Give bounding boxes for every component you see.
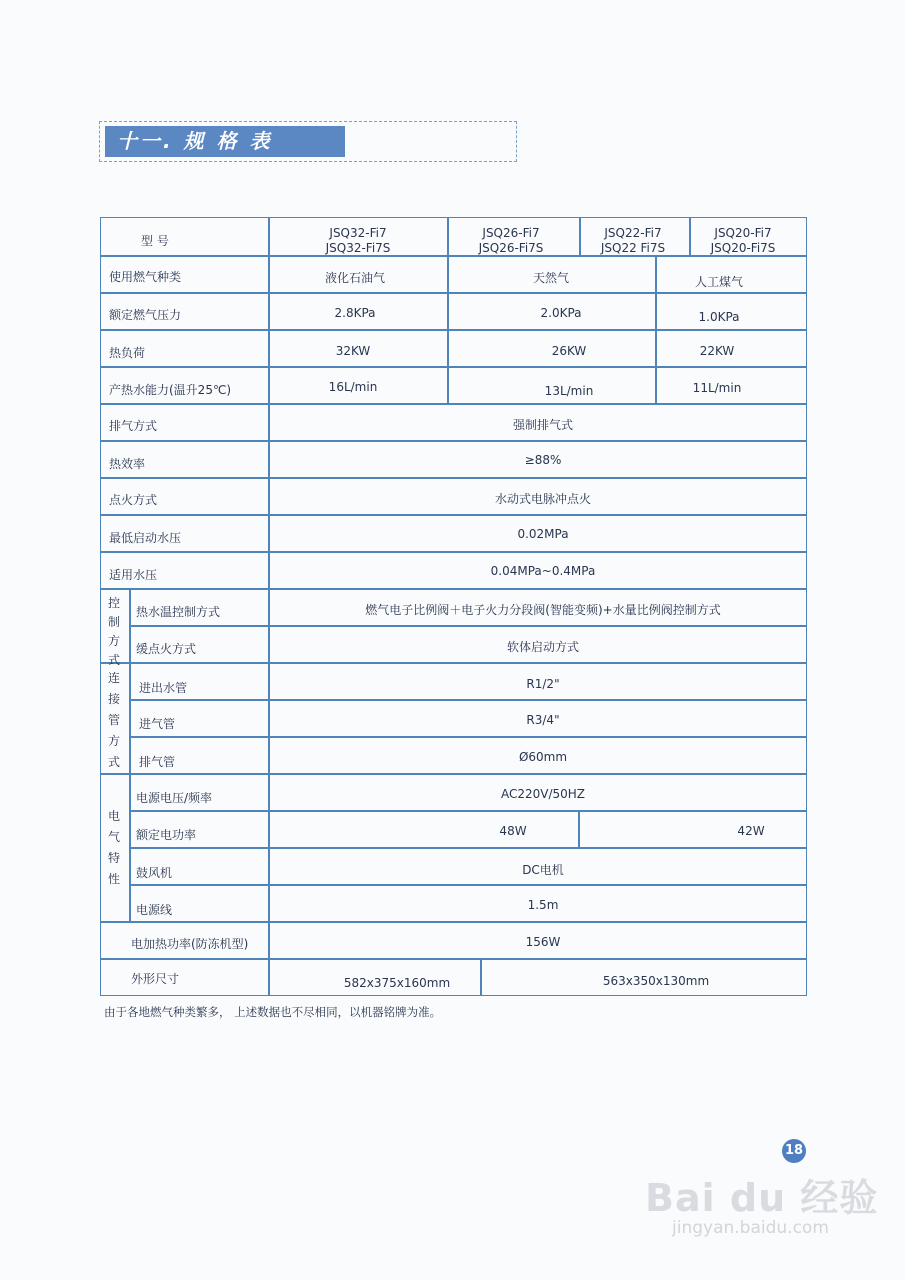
min-pressure-label: 最低启动水压 [109,531,182,545]
hot-water-22: 11L/min [692,381,742,395]
efficiency-label: 热效率 [109,457,146,471]
rated-power-label: 额定电功率 [136,828,197,842]
voltage-label: 电源电压/频率 [136,791,213,805]
watermark-logo: Bai du 经验 [645,1176,879,1220]
gas-type-town: 人工煤气 [694,275,744,289]
use-pressure-label: 适用水压 [109,568,158,582]
cable-label: 电源线 [136,903,173,917]
heating-power-value: 156W [525,935,561,949]
water-pipe-label: 进出水管 [139,681,188,695]
exhaust-label: 排气方式 [109,419,158,433]
use-pressure-value: 0.04MPa~0.4MPa [490,564,596,578]
gas-pipe-value: R3/4" [526,713,560,727]
dimensions-label: 外形尺寸 [131,972,180,986]
heat-load-label: 热负荷 [109,346,146,360]
gas-pressure-label: 额定燃气压力 [109,308,182,322]
dimensions-small: 563x350x130mm [602,974,710,988]
slow-ignition-value: 软体启动方式 [506,640,580,654]
watermark-url: jingyan.baidu.com [672,1218,829,1238]
heat-load-22: 22KW [699,344,735,358]
rated-power-42w: 42W [737,824,765,838]
min-pressure-value: 0.02MPa [517,527,569,541]
model-jsq26: JSQ26-Fi7 JSQ26-Fi7S [478,226,544,255]
dimensions-large: 582x375x160mm [343,976,451,990]
voltage-value: AC220V/50HZ [500,787,586,801]
connection-group-label: 连 接 管 方 式 [107,671,120,769]
exhaust-pipe-value: Ø60mm [518,750,568,764]
gas-pressure-lpg: 2.8KPa [334,306,376,320]
model-jsq20: JSQ20-Fi7 JSQ20-Fi7S [710,226,776,255]
gas-type-label: 使用燃气种类 [109,270,182,284]
efficiency-value: ≥88% [524,453,562,467]
heat-load-26: 26KW [551,344,587,358]
section-title-box [99,121,517,162]
gas-pressure-town: 1.0KPa [698,310,740,324]
model-header-label: 型 号 [141,234,169,248]
temp-control-value: 燃气电子比例阀＋电子火力分段阀(智能变频)+水量比例阀控制方式 [365,603,721,617]
ignition-value: 水动式电脉冲点火 [494,492,592,506]
page-number: 18 [782,1139,806,1163]
gas-pipe-label: 进气管 [139,717,176,731]
gas-type-lpg: 液化石油气 [324,271,386,285]
footnote: 由于各地燃气种类繁多， 上述数据也不尽相同，以机器铭牌为准。 [104,1005,442,1019]
fan-label: 鼓风机 [136,866,173,880]
gas-type-natural: 天然气 [532,271,570,285]
cable-value: 1.5m [527,898,559,912]
gas-pressure-natural: 2.0KPa [540,306,582,320]
ignition-label: 点火方式 [109,493,158,507]
fan-value: DC电机 [522,863,564,877]
electrical-group-label: 电 气 特 性 [107,809,120,886]
hot-water-label: 产热水能力(温升25℃) [109,383,232,397]
slow-ignition-label: 缓点火方式 [136,642,197,656]
model-jsq22: JSQ22-Fi7 JSQ22 Fi7S [600,226,666,255]
exhaust-pipe-label: 排气管 [139,755,176,769]
rated-power-48w: 48W [499,824,527,838]
exhaust-value: 强制排气式 [512,418,574,432]
hot-water-26: 13L/min [544,384,594,398]
model-jsq32: JSQ32-Fi7 JSQ32-Fi7S [325,226,391,255]
hot-water-32: 16L/min [328,380,378,394]
temp-control-label: 热水温控制方式 [136,605,221,619]
section-title: 十一. 规 格 表 [105,126,345,157]
heat-load-32: 32KW [335,344,371,358]
control-group-label: 控 制 方 式 [107,596,120,667]
heating-power-label: 电加热功率(防冻机型) [131,937,249,951]
spec-table [100,217,807,996]
water-pipe-value: R1/2" [526,677,560,691]
